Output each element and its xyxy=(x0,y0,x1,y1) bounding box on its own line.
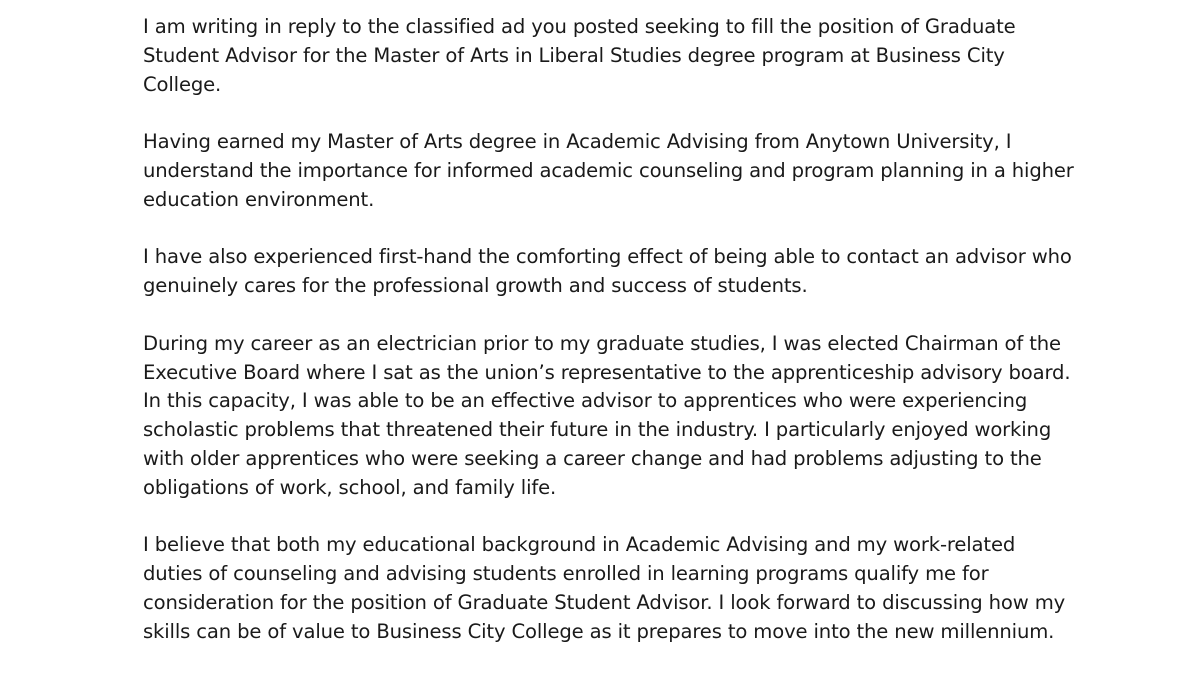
text-line: I have also experienced first-hand the comforting effect of being able to contact an advisor who xyxy=(143,245,1072,269)
text-line: Student Advisor for the Master of Arts in Liberal Studies degree program at Business City xyxy=(143,43,1005,67)
text-line: Executive Board where I sat as the union’s representative to the apprenticeship advisory board. xyxy=(143,360,1071,384)
text-line: scholastic problems that threatened their future in the industry. I particularly enjoyed working xyxy=(143,418,1052,442)
text-line: Having earned my Master of Arts degree in Academic Advising from Anytown University, I xyxy=(143,130,1012,154)
text-line: College. xyxy=(143,72,222,96)
text-line: I believe that both my educational background in Academic Advising and my work-related xyxy=(143,533,1016,557)
paragraph-education xyxy=(143,128,1073,214)
text-line: skills can be of value to Business City College as it prepares to move into the new millennium. xyxy=(143,619,1055,643)
text-line: understand the importance for informed academic counseling and program planning in a higher xyxy=(143,158,1074,182)
text-line: I am writing in reply to the classified ad you posted seeking to fill the position of Graduate xyxy=(143,15,1016,38)
letter-body xyxy=(143,13,1073,675)
text-line: During my career as an electrician prior to my graduate studies, I was elected Chairman of the xyxy=(143,331,1061,355)
text-line: with older apprentices who were seeking a career change and had problems adjusting to the xyxy=(143,446,1042,470)
paragraph-experience-advisor xyxy=(143,243,1073,301)
paragraph-closing xyxy=(143,531,1073,646)
text-line: genuinely cares for the professional growth and success of students. xyxy=(143,274,808,298)
text-line: obligations of work, school, and family life. xyxy=(143,475,557,499)
paragraph-career-history xyxy=(143,330,1073,503)
text-line: education environment. xyxy=(143,187,375,211)
paragraph-reply-to-ad xyxy=(143,13,1073,99)
text-line: duties of counseling and advising students enrolled in learning programs qualify me for xyxy=(143,562,989,586)
text-line: In this capacity, I was able to be an effective advisor to apprentices who were experiencing xyxy=(143,389,1028,413)
text-line: consideration for the position of Graduate Student Advisor. I look forward to discussing how my xyxy=(143,590,1066,614)
